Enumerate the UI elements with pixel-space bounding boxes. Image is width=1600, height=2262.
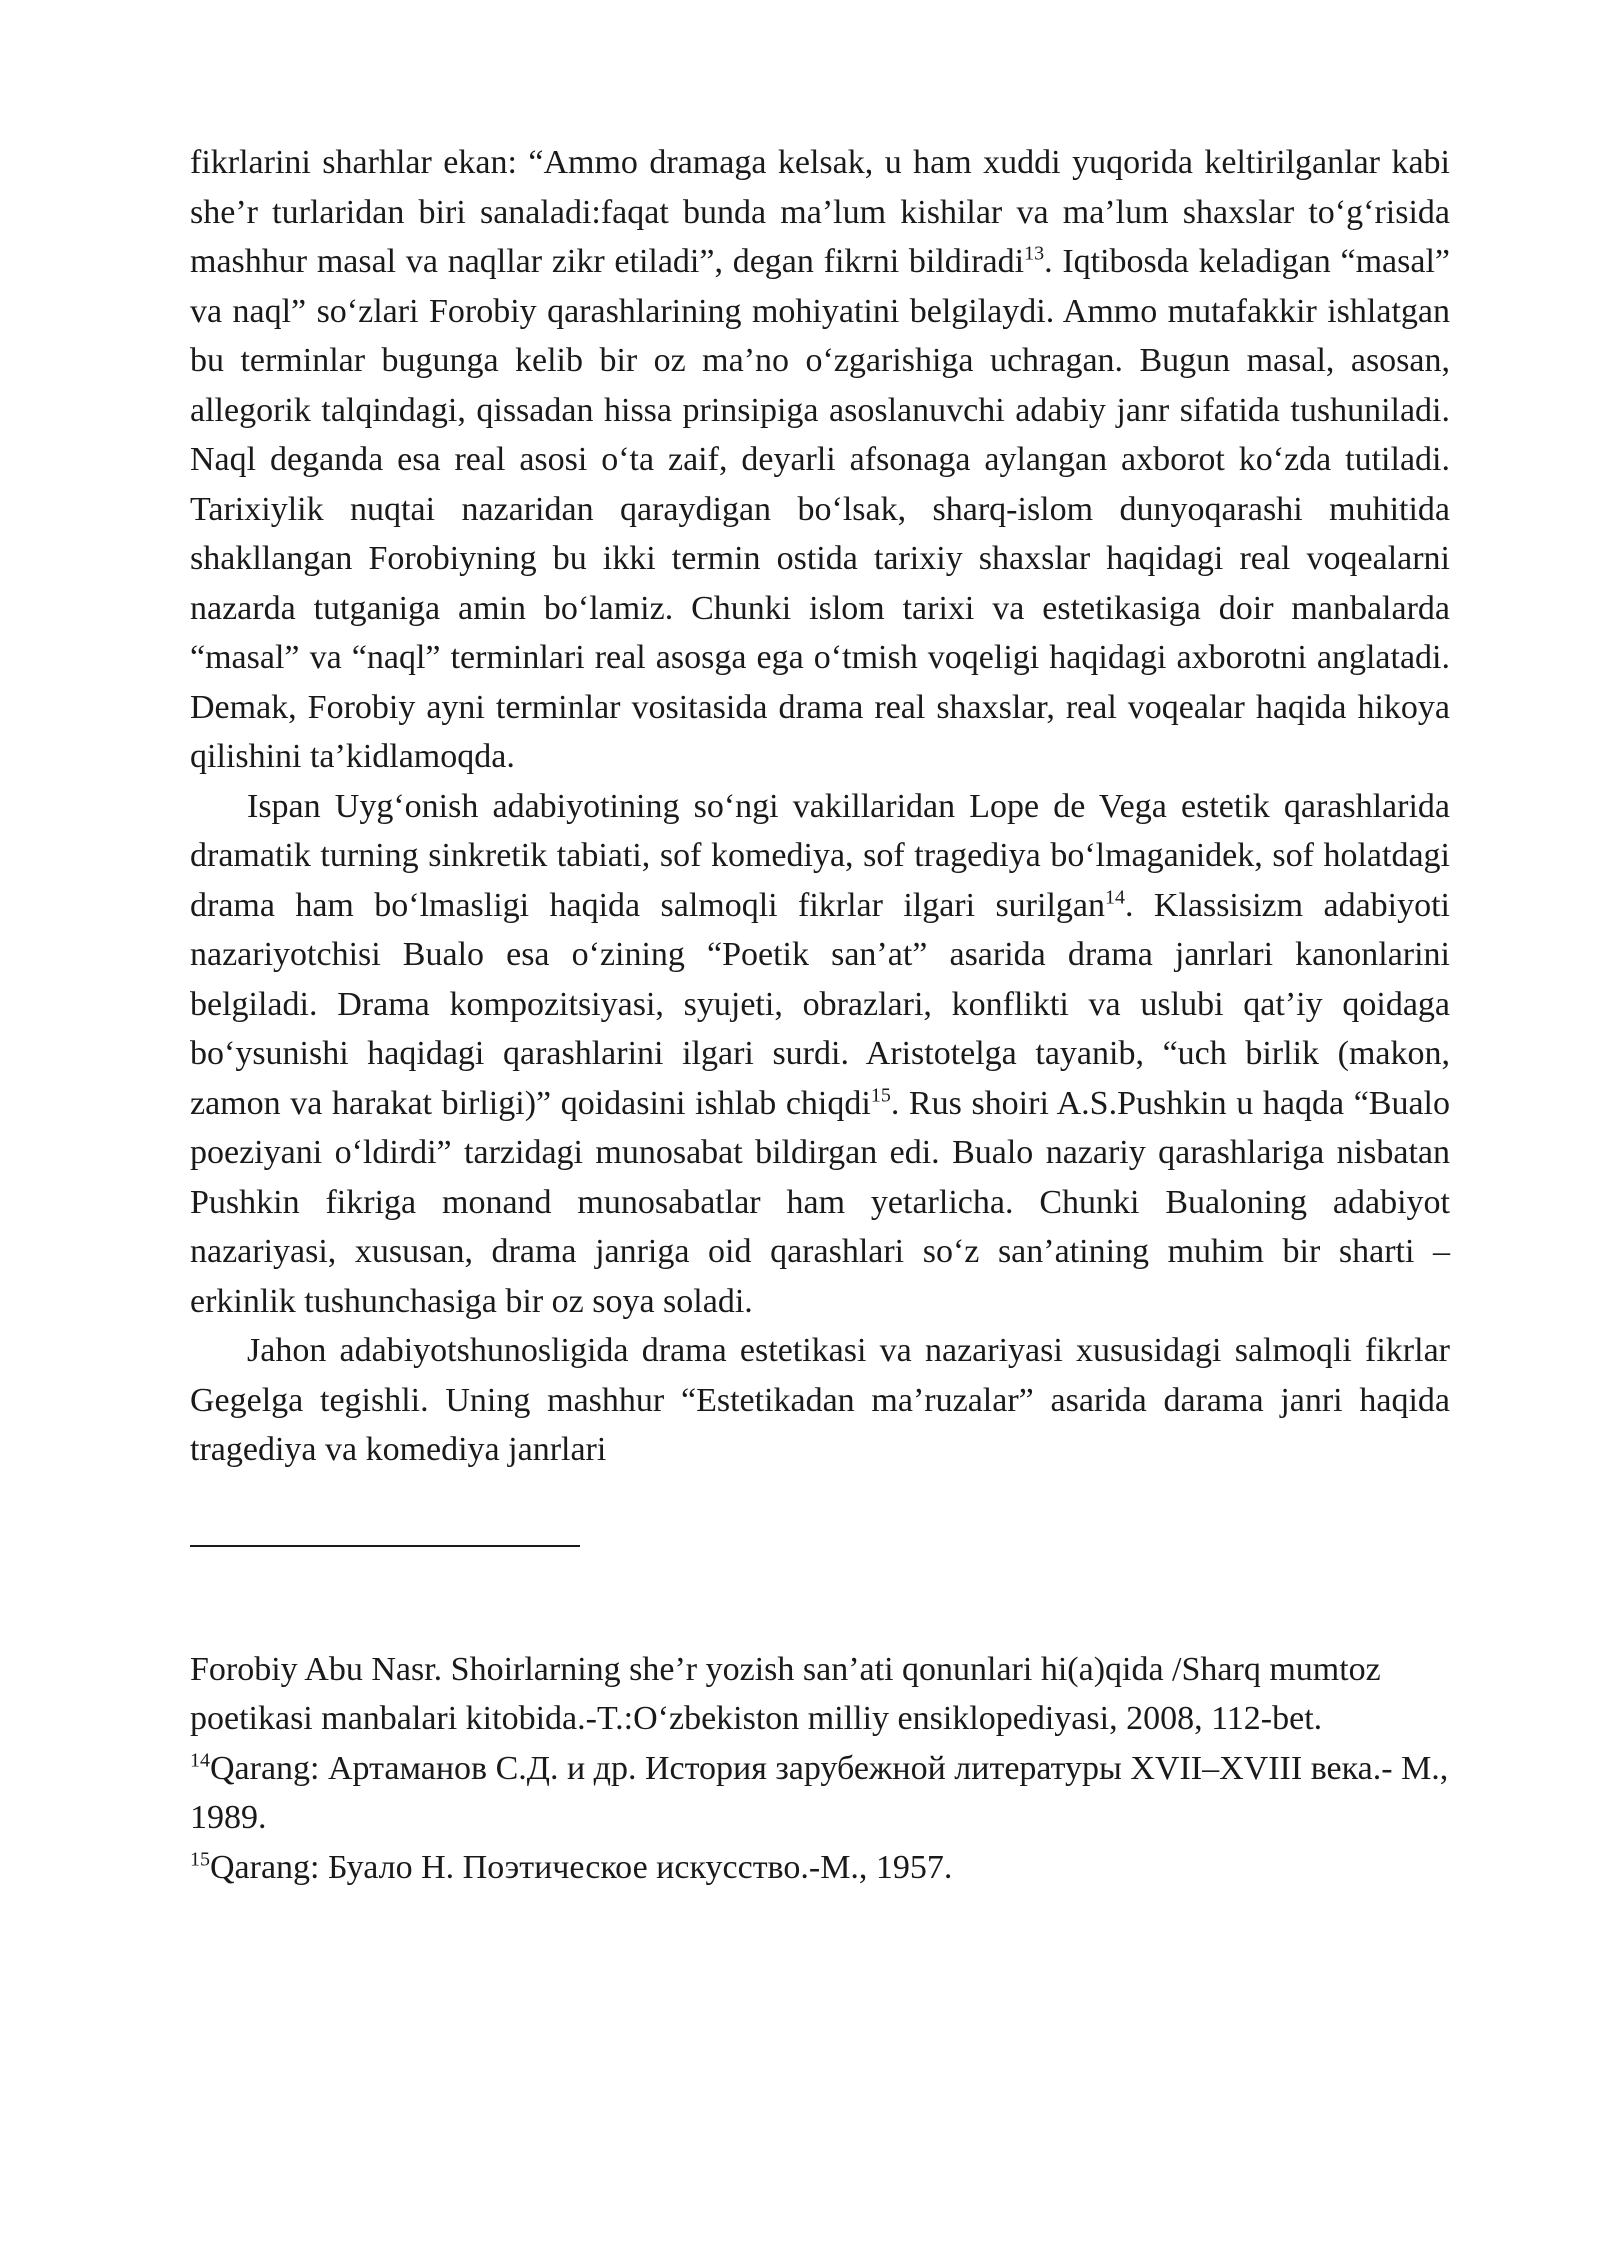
body-paragraph-2 [190, 782, 1450, 1327]
footnote-ref-15[interactable]: 15 [870, 1084, 891, 1107]
body-paragraph-3 [190, 1326, 1450, 1475]
footnote-14 [190, 1744, 1450, 1843]
footnote-text: Qarang: Артаманов С.Д. и др. История зарубежной литературы XVII–XVIII века.- М., 1989. [190, 1749, 1449, 1836]
footnote-13 [190, 1645, 1450, 1744]
paragraph-text: . Iqtibosda keladigan “masal” va naql” so‘zlari Forobiy qarashlarining mohiyatini belgilaydi. Ammo mutafakkir ishlatgan bu terminlar bugunga kelib bir oz ma’no o‘zgarishiga uchragan. Bugun masal, asosan, allegorik talqindagi, qissadan hissa prinsipiga asoslanuvchi adabiy janr sifatida tushuniladi. Naql deganda esa real asosi o‘ta zaif, deyarli afsonaga aylangan axborot ko‘zda tutiladi. Tarixiylik nuqtai nazaridan qaraydigan bo‘lsak, sharq-islom dunyoqarashi muhitida shakllangan Forobiyning bu ikki termin ostida tarixiy shaxslar haqidagi real voqealarni nazarda tutganiga amin bo‘lamiz. Chunki islom tarixi va estetikasiga doir manbalarda “masal” va “naql” terminlari real asosga ega o‘tmish voqeligi haqidagi axborotni anglatadi. Demak, Forobiy ayni terminlar vositasida drama real shaxslar, real voqealar haqida hikoya qilishini ta’kidlamoqda. [190, 243, 1450, 775]
footnote-text: Qarang: Буало Н. Поэтическое искусство.-М., 1957. [210, 1848, 953, 1886]
footnote-number: 14 [190, 1749, 210, 1772]
footnote-ref-14[interactable]: 14 [1105, 886, 1125, 909]
paragraph-text: . Rus shoiri A.S.Pushkin u haqda “Bualo poeziyani o‘ldirdi” tarzidagi munosabat bildirgan edi. Bualo nazariy qarashlariga nisbatan Pushkin fikriga monand munosabatlar ham yetarlicha. Chunki Bualoning adabiyot nazariyasi, xususan, drama janriga oid qarashlari so‘z san’atining muhim bir sharti – erkinlik tushunchasiga bir oz soya soladi. [190, 1084, 1450, 1320]
document-page [190, 138, 1450, 1892]
paragraph-text: fikrlarini sharhlar ekan: “Ammo dramaga kelsak, u ham xuddi yuqorida keltirilganlar kabi she’r turlaridan biri sanaladi:faqat bunda ma’lum kishilar va ma’lum shaxslar to‘g‘risida mashhur masal va naqllar zikr etiladi”, degan fikrni bildiradi [190, 144, 1450, 280]
paragraph-text: Jahon adabiyotshunosligida drama estetikasi va nazariyasi xususidagi salmoqli fikrlar Gegelga tegishli. Uning mashhur “Estetikadan ma’ruzalar” asarida darama janri haqida tragediya va komediya janrlari [190, 1332, 1450, 1468]
body-paragraph-1 [190, 138, 1450, 782]
paragraph-text: Ispan Uyg‘onish adabiyotining so‘ngi vakillaridan Lope de Vega estetik qarashlarida dramatik turning sinkretik tabiati, sof komediya, sof tragediya bo‘lmaganidek, sof holatdagi drama ham bo‘lmasligi haqida salmoqli fikrlar ilgari surilgan [190, 787, 1450, 924]
footnote-ref-13[interactable]: 13 [1024, 242, 1045, 265]
footnote-number: 15 [190, 1848, 210, 1871]
footnote-text: Forobiy Abu Nasr. Shoirlarning she’r yozish san’ati qonunlari hi(a)qida /Sharq mumtoz poetikasi manbalari kitobida.-T.:O‘zbekiston milliy ensiklopediyasi, 2008, 112-bet. [190, 1650, 1381, 1737]
footnote-15 [190, 1843, 1450, 1893]
footnote-separator [190, 1545, 580, 1547]
paragraph-text: . Klassisizm adabiyoti nazariyotchisi Bualo esa o‘zining “Poetik san’at” asarida drama janrlari kanonlarini belgiladi. Drama kompozitsiyasi, syujeti, obrazlari, konflikti va uslubi qat’iy qoidaga bo‘ysunishi haqidagi qarashlarini ilgari surdi. Aristotelga tayanib, “uch birlik (makon, zamon va harakat birligi)” qoidasini ishlab chiqdi [190, 886, 1450, 1122]
footnotes-section [190, 1645, 1450, 1893]
